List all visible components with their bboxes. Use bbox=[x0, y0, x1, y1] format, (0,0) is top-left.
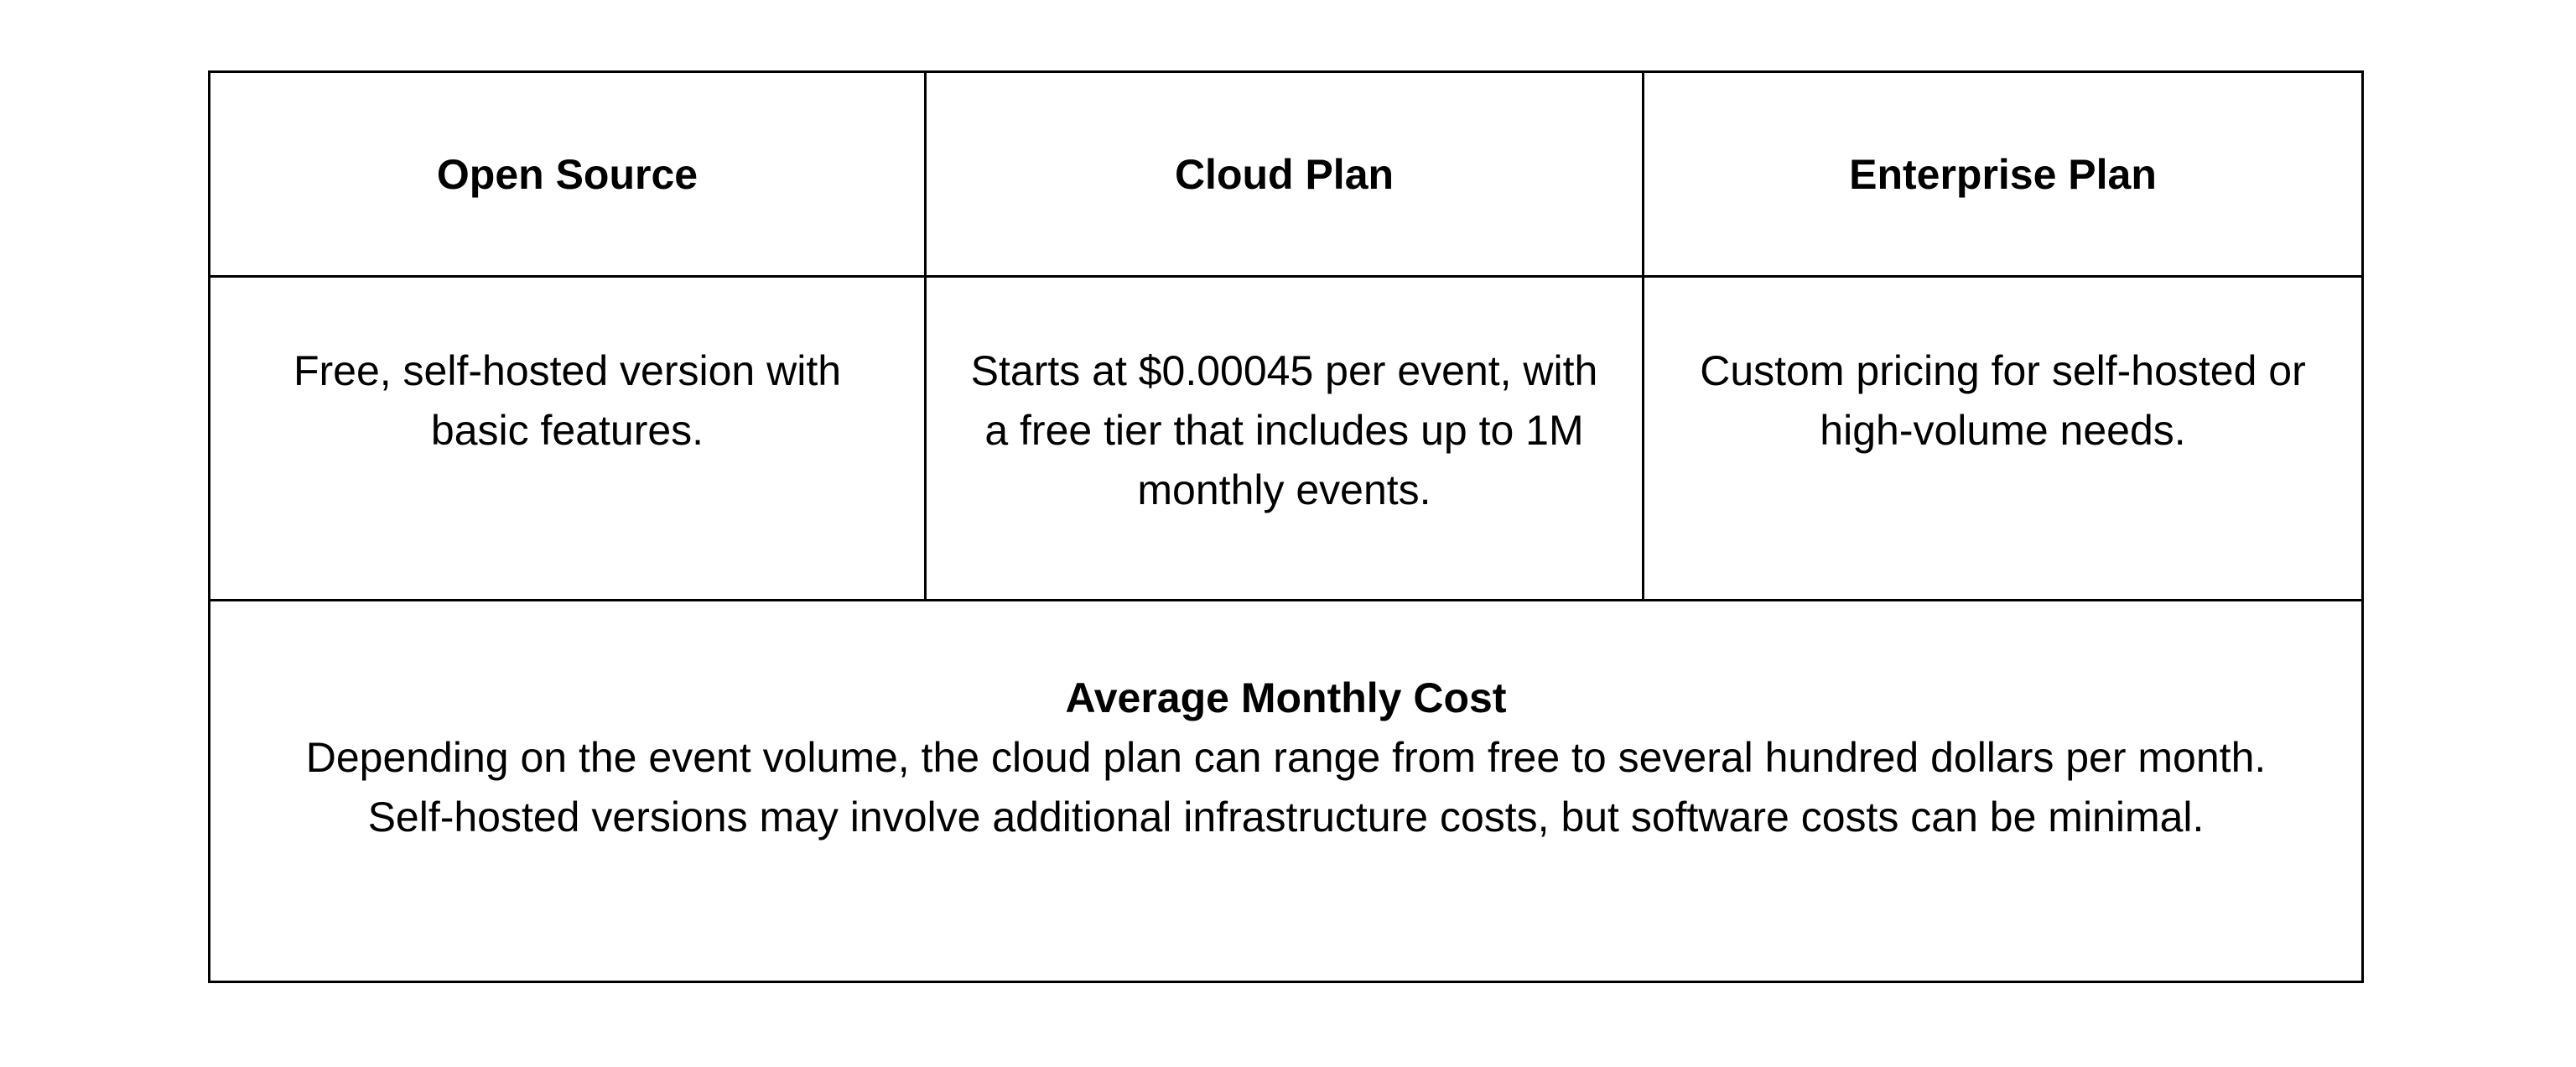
description-cloud-plan: Starts at $0.00045 per event, with a free tier that includes up to 1M monthly events. bbox=[926, 277, 1644, 601]
pricing-comparison-table bbox=[208, 70, 2364, 983]
header-open-source: Open Source bbox=[210, 72, 926, 277]
summary-body: Depending on the event volume, the cloud plan can range from free to several hundred dollars per month. Self-hosted versions may involve additional infrastructure costs, but software costs can be minimal. bbox=[305, 734, 2267, 841]
summary-row bbox=[210, 601, 2363, 982]
description-row bbox=[210, 277, 2363, 601]
summary-title: Average Monthly Cost bbox=[1065, 674, 1507, 721]
summary-cell bbox=[210, 601, 2363, 982]
header-row bbox=[210, 72, 2363, 277]
header-cloud-plan: Cloud Plan bbox=[926, 72, 1644, 277]
description-open-source: Free, self-hosted version with basic features. bbox=[210, 277, 926, 601]
description-enterprise-plan: Custom pricing for self-hosted or high-volume needs. bbox=[1644, 277, 2363, 601]
header-enterprise-plan: Enterprise Plan bbox=[1644, 72, 2363, 277]
